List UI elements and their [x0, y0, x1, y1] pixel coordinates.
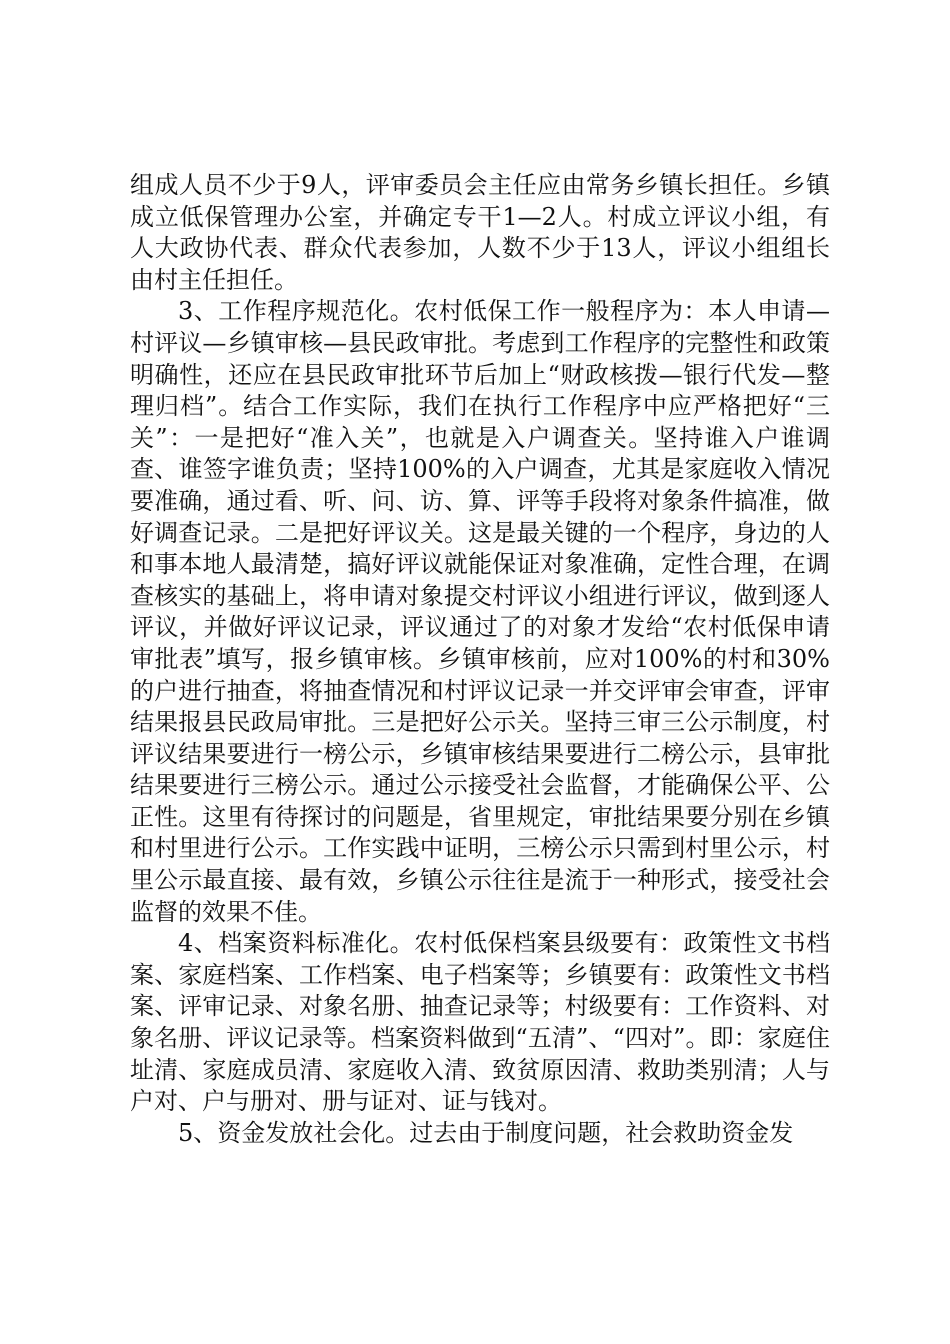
paragraph-archive-standardization: 4、档案资料标准化。农村低保档案县级要有：政策性文书档案、家庭档案、工作档案、电子档案等；乡镇要有：政策性文书档案、评审记录、对象名册、抽查记录等；村级要有：工作资料、对象名册、评议记录等。档案资料做到“五清”、“四对”。即：家庭住址清、家庭成员清、家庭收入清、致贫原因清、救助类别清；人与户对、户与册对、册与证对、证与钱对。 — [130, 929, 830, 1116]
paragraph-fund-distribution: 5、资金发放社会化。过去由于制度问题，社会救助资金发 — [178, 1118, 794, 1147]
paragraph-work-procedure: 3、工作程序规范化。农村低保工作一般程序为：本人申请—村评议—乡镇审核—县民政审批。考虑到工作程序的完整性和政策明确性，还应在县民政审批环节后加上“财政核拨—银行代发—整理归档”。结合工作实际，我们在执行工作程序中应严格把好“三关”：一是把好“准入关”，也就是入户调查关。坚持谁入户谁调查、谁签字谁负责；坚持100%的入户调查，尤其是家庭收入情况要准确，通过看、听、问、访、算、评等手段将对象条件搞准，做好调查记录。二是把好评议关。这是最关键的一个程序，身边的人和事本地人最清楚，搞好评议就能保证对象准确，定性合理，在调查核实的基础上，将申请对象提交村评议小组进行评议，做到逐人评议，并做好评议记录，评议通过了的对象才发给“农村低保申请审批表”填写，报乡镇审核。乡镇审核前，应对100%的村和30%的户进行抽查，将抽查情况和村评议记录一并交评审会审查，评审结果报县民政局审批。三是把好公示关。坚持三审三公示制度，村评议结果要进行一榜公示，乡镇审核结果要进行二榜公示，县审批结果要进行三榜公示。通过公示接受社会监督，才能确保公平、公正性。这里有待探讨的问题是，省里规定，审批结果要分别在乡镇和村里进行公示。工作实践中证明，三榜公示只需到村里公示，村里公示最直接、最有效，乡镇公示往往是流于一种形式，接受社会监督的效果不佳。 — [130, 297, 830, 926]
document-body — [130, 170, 830, 1149]
paragraph-committee-composition: 组成人员不少于9人，评审委员会主任应由常务乡镇长担任。乡镇成立低保管理办公室，并确定专干1—2人。村成立评议小组，有人大政协代表、群众代表参加，人数不少于13人，评议小组组长由村主任担任。 — [130, 171, 830, 294]
